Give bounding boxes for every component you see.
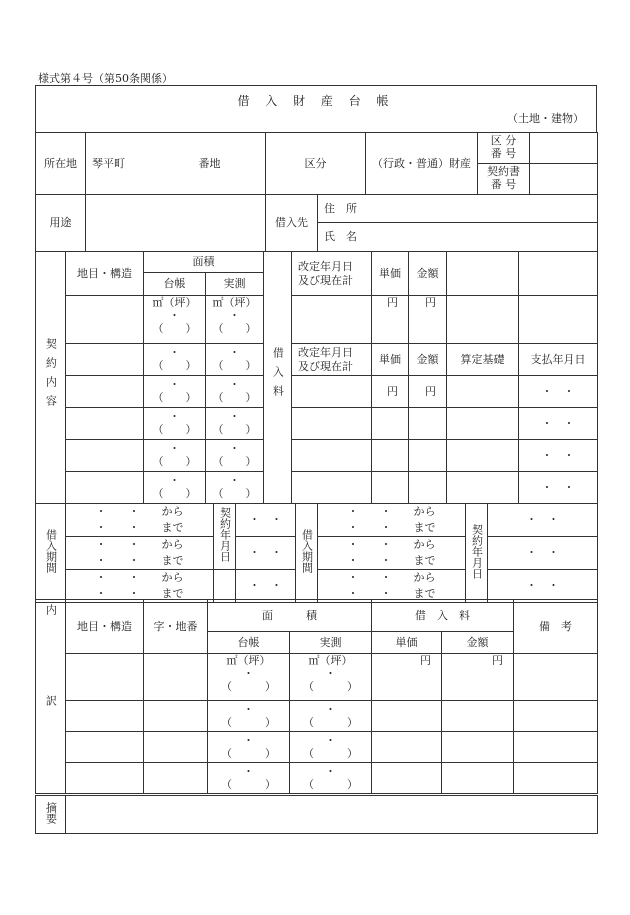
basis-cell[interactable] — [447, 408, 519, 440]
land-structure-header: 地目・構造 — [66, 252, 144, 296]
class-number-field[interactable] — [530, 133, 598, 164]
contract-date-cell[interactable]: ・ ・ — [236, 504, 296, 537]
unit-price-cell[interactable] — [372, 763, 442, 794]
revision-cell[interactable] — [292, 376, 372, 408]
remarks-cell[interactable] — [514, 732, 598, 763]
survey-cell[interactable]: ・ （ ） — [206, 376, 264, 408]
basis-cell[interactable] — [447, 376, 519, 408]
period-table — [35, 503, 598, 603]
land-cell[interactable] — [66, 440, 144, 472]
rent-side-label: 借入料 — [264, 252, 292, 504]
breakdown-side-label: 内訳 — [36, 600, 66, 794]
class-number-label: 区 分 番 号 — [478, 133, 530, 164]
survey-cell[interactable]: ㎡（坪） ・ （ ） — [206, 296, 264, 344]
revision-cell[interactable] — [292, 296, 372, 344]
contract-side-label: 契約内容 — [36, 252, 66, 504]
category-label: 区分 — [266, 133, 366, 195]
revision-cell[interactable] — [292, 408, 372, 440]
ledger-cell[interactable]: ㎡（坪） ・ （ ） — [208, 654, 290, 701]
period-cell[interactable]: ・ ・ から ・ ・ まで — [318, 537, 466, 570]
basis-header: 算定基礎 — [447, 344, 519, 376]
use-field[interactable] — [86, 195, 266, 252]
land-cell[interactable] — [66, 472, 144, 504]
amount-header: 金額 — [442, 632, 514, 654]
banchi-label: 番地 — [198, 156, 221, 170]
unit-price-cell[interactable]: 円 — [372, 296, 409, 344]
amount-cell[interactable] — [442, 732, 514, 763]
contract-table — [35, 251, 598, 504]
summary-field[interactable] — [66, 796, 598, 834]
revision-header-2: 改定年月日 及び現在計 — [292, 344, 372, 376]
contract-date-cell[interactable]: ・ ・ — [488, 504, 598, 537]
amount-cell[interactable]: 円 — [442, 654, 514, 701]
contract-date-cell[interactable]: ・ ・ — [488, 570, 598, 603]
revision-cell[interactable] — [292, 440, 372, 472]
survey-cell[interactable]: ・ （ ） — [290, 763, 372, 794]
survey-cell[interactable]: ・ （ ） — [206, 344, 264, 376]
lender-label: 借入先 — [266, 195, 318, 252]
survey-cell[interactable]: ・ （ ） — [206, 408, 264, 440]
land-cell[interactable] — [66, 296, 144, 344]
amount-cell[interactable] — [442, 763, 514, 794]
land-cell[interactable] — [66, 376, 144, 408]
unit-price-cell[interactable] — [372, 701, 442, 732]
location-label: 所在地 — [36, 133, 86, 195]
aza-cell[interactable] — [144, 732, 208, 763]
area-header: 面積 — [144, 252, 264, 273]
title-block — [35, 85, 597, 133]
amount-cell[interactable] — [409, 408, 447, 440]
location-value[interactable] — [86, 133, 266, 195]
payday-cell[interactable]: ・ ・ — [519, 408, 598, 440]
ledger-header: 台帳 — [144, 273, 206, 296]
ledger-title: 借 入 財 産 台 帳 — [237, 94, 395, 108]
amount-header: 金額 — [409, 252, 447, 296]
ledger-cell[interactable]: ・ （ ） — [208, 763, 290, 794]
survey-cell[interactable]: ・ （ ） — [290, 701, 372, 732]
contract-date-label-left: 契約年月日 — [214, 504, 236, 570]
basis-cell[interactable] — [447, 472, 519, 504]
payday-cell[interactable]: ・ ・ — [519, 376, 598, 408]
basis-cell[interactable] — [447, 440, 519, 472]
lender-address[interactable] — [318, 195, 598, 223]
contract-date-cell[interactable]: ・ ・ — [236, 570, 296, 603]
use-label: 用途 — [36, 195, 86, 252]
summary-table — [35, 795, 598, 834]
unit-price-cell[interactable] — [372, 440, 409, 472]
land-cell[interactable] — [66, 408, 144, 440]
aza-header: 字・地番 — [144, 600, 208, 654]
ledger-cell[interactable]: ・ （ ） — [144, 376, 206, 408]
amount-cell[interactable]: 円 — [409, 296, 447, 344]
payday-cell[interactable]: ・ ・ — [519, 472, 598, 504]
land-cell[interactable] — [66, 344, 144, 376]
lender-name[interactable] — [318, 223, 598, 252]
contract-date-label-right: 契約年月日 — [466, 504, 488, 603]
period-cell[interactable]: ・ ・ から ・ ・ まで — [66, 537, 214, 570]
amount-cell[interactable] — [409, 472, 447, 504]
blank-header-1 — [447, 252, 519, 296]
ledger-cell[interactable]: ・ （ ） — [144, 408, 206, 440]
survey-header: 実測 — [290, 632, 372, 654]
aza-cell[interactable] — [144, 763, 208, 794]
unit-price-header: 単価 — [372, 632, 442, 654]
survey-cell[interactable]: ・ （ ） — [206, 440, 264, 472]
period-label-right: 借入期間 — [296, 504, 318, 603]
property-type: （行政・普通）財産 — [366, 133, 478, 195]
rent-header: 借 入 料 — [372, 600, 514, 632]
period-cell[interactable]: ・ ・ から ・ ・ まで — [318, 570, 466, 603]
period-cell[interactable]: ・ ・ から ・ ・ まで — [318, 504, 466, 537]
period-label-left: 借入期間 — [36, 504, 66, 603]
address-label: 住 所 — [324, 201, 357, 215]
land-cell[interactable] — [66, 763, 144, 794]
aza-cell[interactable] — [144, 701, 208, 732]
blank-cell-2[interactable] — [519, 296, 598, 344]
title-cell — [36, 86, 597, 133]
survey-header: 実測 — [206, 273, 264, 296]
blank-header-2 — [519, 252, 598, 296]
use-lender-row — [35, 194, 598, 252]
amount-header-2: 金額 — [409, 344, 447, 376]
aza-cell[interactable] — [144, 654, 208, 701]
revision-cell[interactable] — [292, 472, 372, 504]
town-name: 琴平町 — [92, 156, 125, 170]
remarks-header: 備 考 — [514, 600, 598, 654]
amount-cell[interactable] — [409, 440, 447, 472]
contract-date-cell[interactable]: ・ ・ — [488, 537, 598, 570]
unit-price-header: 単価 — [372, 252, 409, 296]
revision-header: 改定年月日 及び現在計 — [292, 252, 372, 296]
period-cell[interactable]: ・ ・ から ・ ・ まで — [66, 504, 214, 537]
ledger-cell[interactable]: ・ （ ） — [144, 440, 206, 472]
ledger-header: 台帳 — [208, 632, 290, 654]
remarks-cell[interactable] — [514, 654, 598, 701]
ledger-cell[interactable]: ・ （ ） — [144, 472, 206, 504]
location-row — [35, 132, 598, 195]
area-header: 面 積 — [208, 600, 372, 632]
unit-price-cell[interactable]: 円 — [372, 654, 442, 701]
remarks-cell[interactable] — [514, 701, 598, 732]
unit-price-cell[interactable] — [372, 732, 442, 763]
land-cell[interactable] — [66, 701, 144, 732]
payday-cell[interactable]: ・ ・ — [519, 440, 598, 472]
survey-cell[interactable]: ・ （ ） — [290, 732, 372, 763]
ledger-subtitle: （土地・建物） — [507, 112, 584, 125]
survey-cell[interactable]: ㎡（坪） ・ （ ） — [290, 654, 372, 701]
survey-cell[interactable]: ・ （ ） — [206, 472, 264, 504]
contract-date-cell[interactable]: ・ ・ — [236, 537, 296, 570]
contract-number-field[interactable] — [530, 164, 598, 195]
remarks-cell[interactable] — [514, 763, 598, 794]
period-cell[interactable]: ・ ・ から ・ ・ まで — [66, 570, 214, 603]
form-number: 様式第４号（第50条関係） — [38, 72, 173, 85]
blank-cell-1[interactable] — [447, 296, 519, 344]
ledger-cell[interactable]: ・ （ ） — [208, 701, 290, 732]
unit-price-header-2: 単価 — [372, 344, 409, 376]
amount-cell[interactable]: 円 — [409, 376, 447, 408]
land-structure-header: 地目・構造 — [66, 600, 144, 654]
ledger-cell[interactable]: ・ （ ） — [144, 344, 206, 376]
unit-price-cell[interactable] — [372, 408, 409, 440]
amount-cell[interactable] — [442, 701, 514, 732]
summary-label: 摘要 — [36, 796, 66, 834]
breakdown-table — [35, 599, 598, 794]
unit-price-cell[interactable] — [372, 472, 409, 504]
payday-header: 支払年月日 — [519, 344, 598, 376]
ledger-cell[interactable]: ・ （ ） — [208, 732, 290, 763]
land-cell[interactable] — [66, 654, 144, 701]
name-label: 氏 名 — [324, 230, 357, 244]
contract-number-label: 契約書 番 号 — [478, 164, 530, 195]
land-cell[interactable] — [66, 732, 144, 763]
unit-price-cell[interactable]: 円 — [372, 376, 409, 408]
contract-date-blank — [214, 570, 236, 603]
ledger-cell[interactable]: ㎡（坪） ・ （ ） — [144, 296, 206, 344]
